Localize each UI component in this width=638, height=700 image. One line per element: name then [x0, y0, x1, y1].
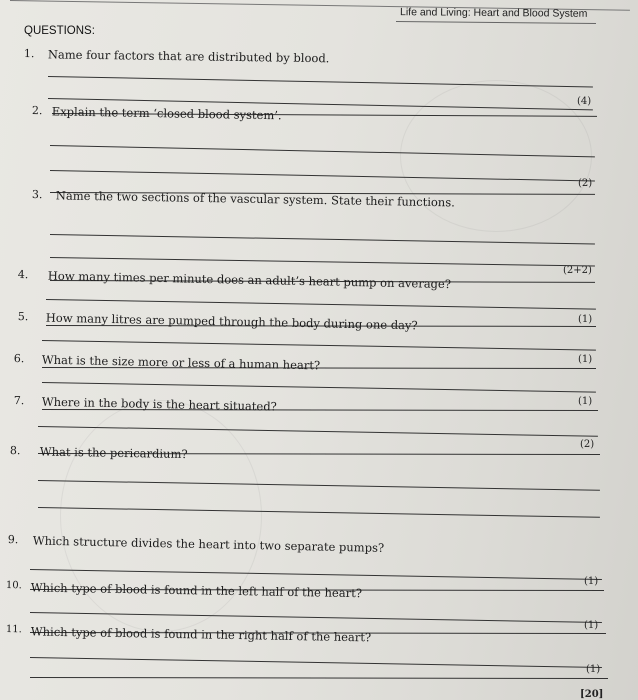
- question-mark: (4): [577, 96, 592, 107]
- answer-line: [30, 657, 602, 668]
- question-text: Which type of blood is found in the right half of the heart?: [30, 624, 372, 645]
- question-mark: (2+2): [563, 265, 592, 276]
- question-number: 6.: [13, 352, 25, 366]
- question-text: What is the size more or less of a human heart?: [41, 352, 321, 373]
- section-title: QUESTIONS:: [24, 25, 95, 37]
- question-number: 2.: [31, 104, 43, 118]
- header-title: Life and Living: Heart and Blood System: [399, 6, 588, 20]
- question-text: Where in the body is the heart situated?: [41, 394, 277, 414]
- question-mark: (1): [584, 620, 599, 631]
- question-mark: (2): [578, 178, 593, 189]
- question-number: 10.: [5, 580, 22, 592]
- question-text: Which type of blood is found in the left half of the heart?: [30, 580, 363, 601]
- question-number: 7.: [13, 394, 25, 408]
- question-number: 5.: [17, 310, 29, 324]
- question-mark: (1): [584, 576, 599, 587]
- question-number: 8.: [9, 444, 21, 458]
- total-mark: [20]: [580, 689, 604, 700]
- question-number: 1.: [23, 47, 35, 61]
- question-text: How many litres are pumped through the body during one day?: [45, 310, 418, 333]
- answer-line: [42, 382, 596, 393]
- header-underline: [396, 21, 596, 24]
- question-number: 3.: [31, 188, 43, 202]
- question-text: How many times per minute does an adult’s heart pump on average?: [47, 268, 452, 292]
- question-mark: (1): [586, 664, 601, 675]
- question-mark: (1): [578, 314, 593, 325]
- question-text: Explain the term ‘closed blood system’.: [51, 104, 282, 123]
- question-mark: (1): [578, 354, 593, 365]
- question-mark: (1): [578, 396, 593, 407]
- question-text: Which structure divides the heart into two separate pumps?: [32, 533, 385, 555]
- answer-line: [50, 234, 595, 245]
- question-text: What is the pericardium?: [39, 444, 188, 462]
- question-text: Name four factors that are distributed by blood.: [47, 47, 330, 66]
- question-number: 4.: [17, 268, 29, 282]
- answer-line: [42, 340, 596, 351]
- answer-line: [50, 257, 595, 267]
- answer-line: [46, 299, 596, 310]
- question-mark: (2): [580, 439, 595, 450]
- question-number: 11.: [5, 624, 22, 636]
- question-number: 9.: [7, 533, 19, 547]
- answer-line: [30, 677, 608, 679]
- question-text: Name the two sections of the vascular system. State their functions.: [55, 188, 455, 210]
